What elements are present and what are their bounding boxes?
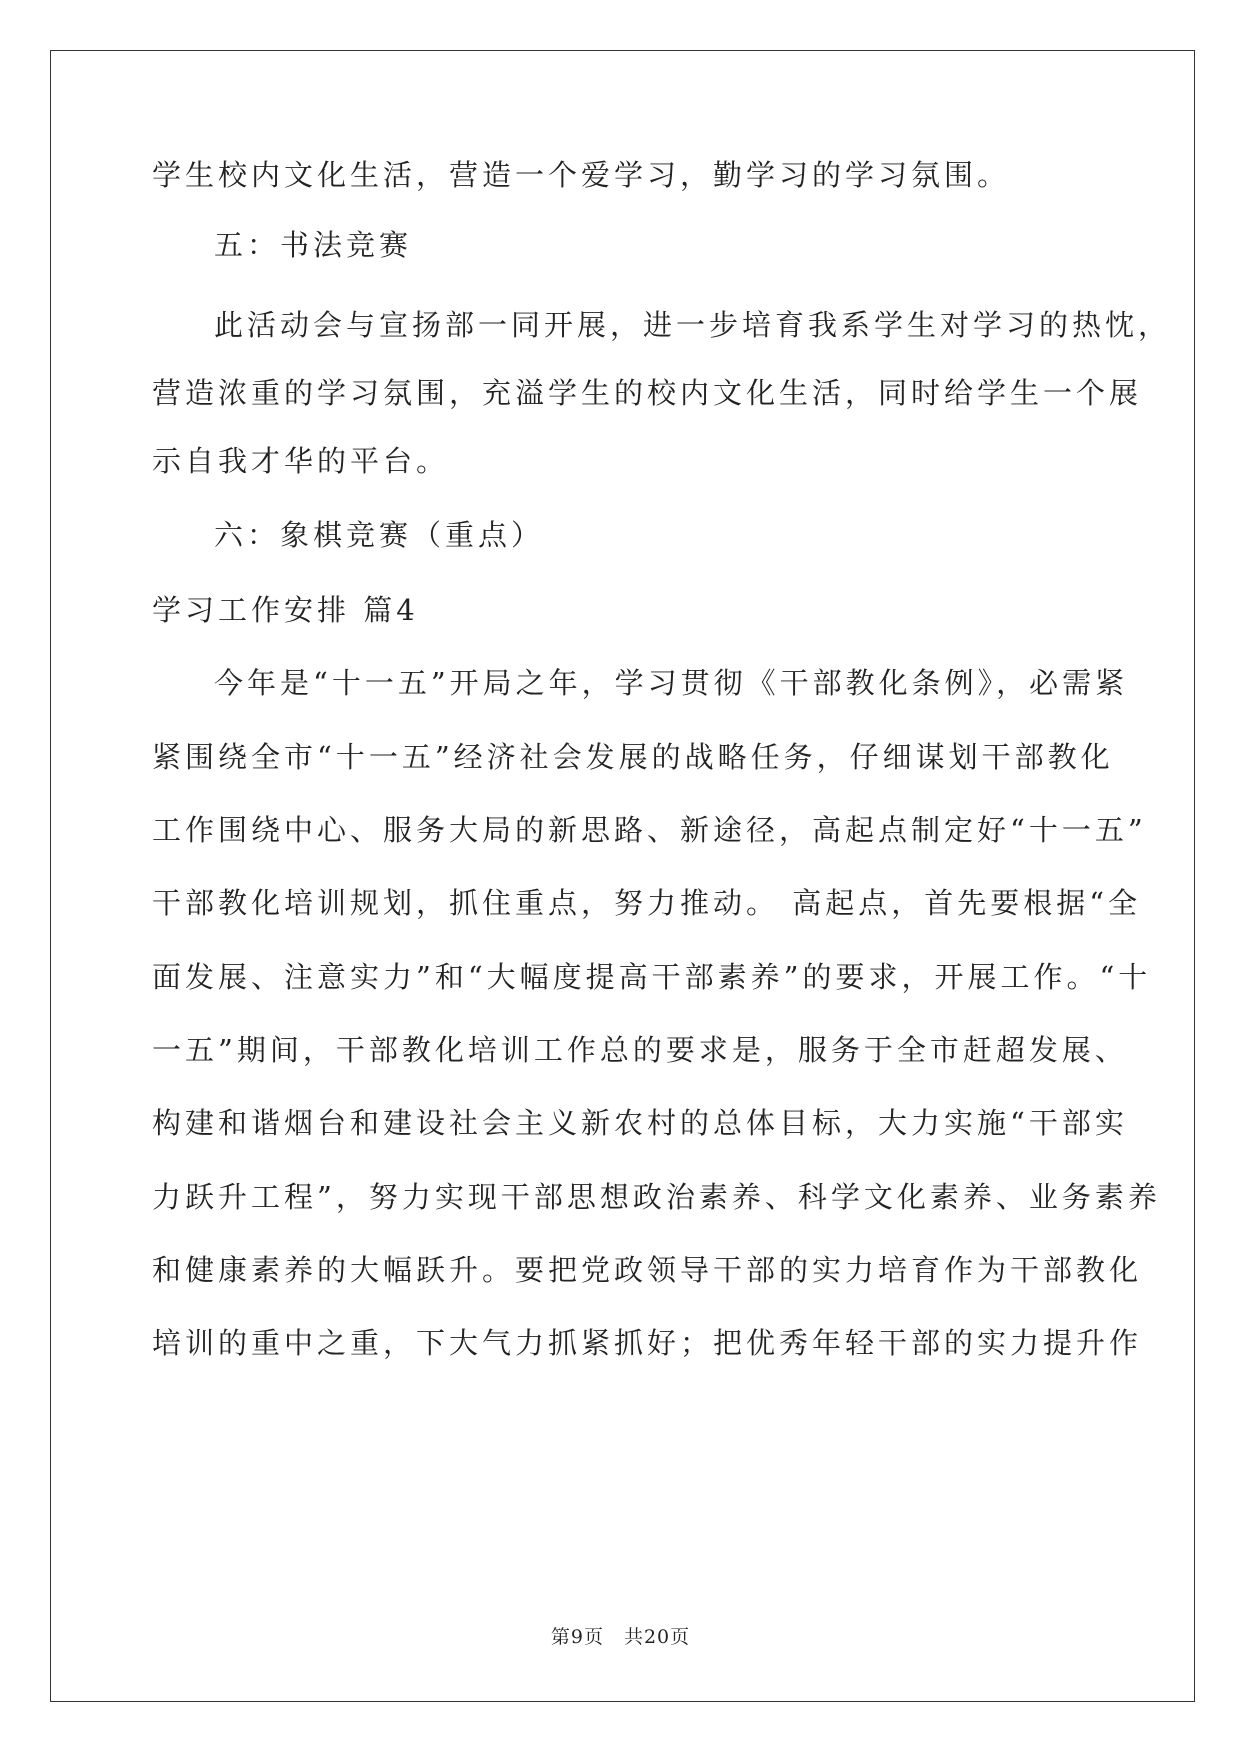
text-line: 力跃升工程”，努力实现干部思想政治素养、科学文化素养、业务素养 [152, 1180, 1161, 1214]
text-line: 一五”期间，干部教化培训工作总的要求是，服务于全市赶超发展、 [152, 1033, 1128, 1067]
text-line: 工作围绕中心、服务大局的新思路、新途径，高起点制定好“十一五” [152, 813, 1147, 847]
section-heading: 六：象棋竞赛（重点） [214, 518, 545, 552]
text-line: 干部教化培训规划，抓住重点，努力推动。 高起点，首先要根据“全 [152, 886, 1142, 920]
text-line: 营造浓重的学习氛围，充溢学生的校内文化生活，同时给学生一个展 [152, 376, 1143, 410]
text-line: 面发展、注意实力”和“大幅度提高干部素养”的要求，开展工作。“十 [152, 960, 1152, 994]
article-heading: 学习工作安排 篇4 [152, 593, 419, 627]
text-line: 和健康素养的大幅跃升。要把党政领导干部的实力培育作为干部教化 [152, 1253, 1143, 1287]
text-line: 此活动会与宣扬部一同开展，进一步培育我系学生对学习的热忱， [214, 308, 1172, 342]
text-line: 构建和谐烟台和建设社会主义新农村的总体目标，大力实施“干部实 [152, 1106, 1128, 1140]
text-line: 今年是“十一五”开局之年，学习贯彻《干部教化条例》，必需紧 [214, 666, 1129, 700]
text-line: 紧围绕全市“十一五”经济社会发展的战略任务，仔细谋划干部教化 [152, 740, 1114, 774]
section-heading: 五：书法竞赛 [214, 228, 413, 262]
page-border [50, 50, 1195, 1702]
text-line: 学生校内文化生活，营造一个爱学习，勤学习的学习氛围。 [152, 158, 1011, 192]
text-line: 示自我才华的平台。 [152, 444, 450, 478]
page-footer: 第9页 共20页 [550, 1626, 691, 1648]
text-line: 培训的重中之重，下大气力抓紧抓好；把优秀年轻干部的实力提升作 [152, 1326, 1143, 1360]
